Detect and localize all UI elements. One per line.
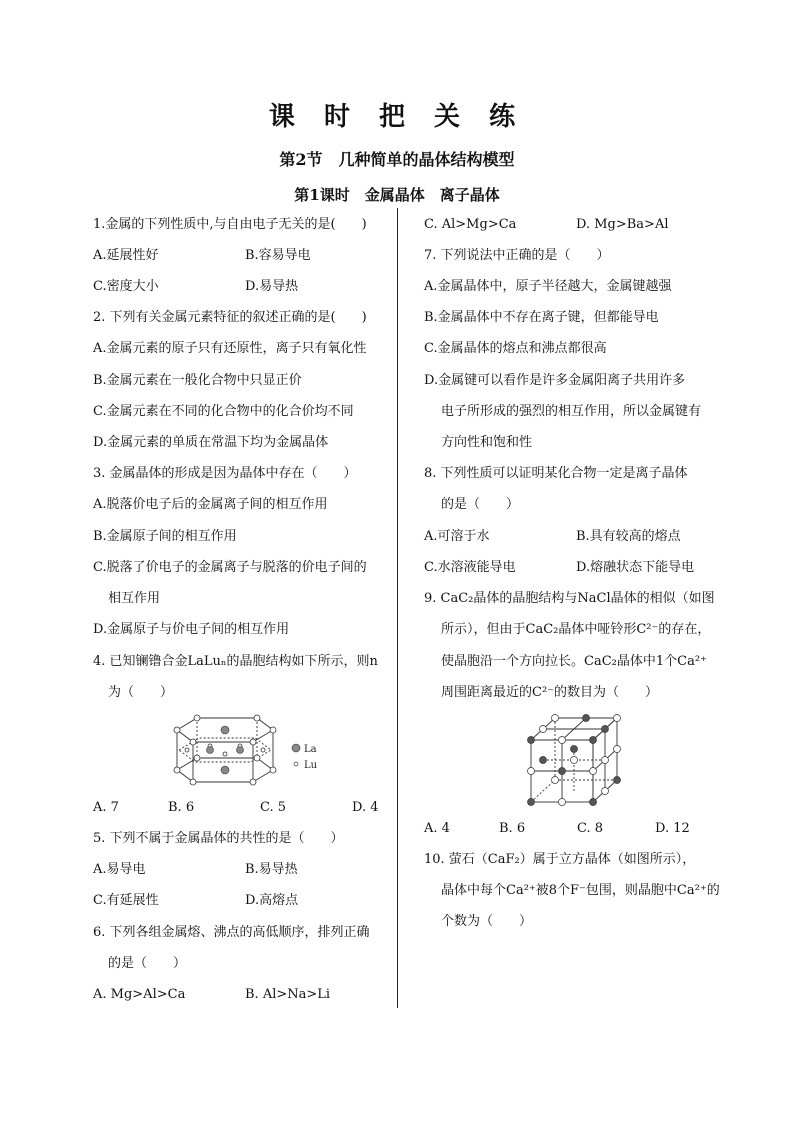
q5-stem: 5. 下列不属于金属晶体的共性的是（ ）: [93, 831, 344, 846]
lesson-title: 第1课时 金属晶体 离子晶体: [294, 186, 500, 204]
q6-option-c: C. Al>Mg>Ca: [424, 217, 517, 232]
q3-option-c-cont: 相互作用: [108, 591, 161, 606]
q10-stem-cont1: 晶体中每个Ca²⁺被8个F⁻包围，则晶胞中Ca²⁺的: [441, 883, 720, 898]
q3-option-c: C.脱落了价电子的金属离子与脱落的价电子间的: [93, 560, 367, 575]
q2-option-a: A.金属元素的原子只有还原性，离子只有氧化性: [93, 341, 367, 356]
q5-option-a: A.易导电: [93, 862, 146, 877]
lalu-crystal-cell-figure: [165, 708, 325, 792]
q7-option-d-cont1: 电子所形成的强烈的相互作用，所以金属键有: [441, 404, 702, 419]
q5-option-c: C.有延展性: [93, 893, 159, 908]
q9-option-d: D. 12: [655, 821, 690, 836]
q9-stem-cont3: 周围距离最近的C²⁻的数目为（ ）: [441, 685, 659, 700]
q8-option-c: C.水溶液能导电: [424, 560, 516, 575]
q6-option-d: D. Mg>Ba>Al: [576, 217, 669, 232]
q9-option-c: C. 8: [577, 821, 604, 836]
q5-option-d: D.高熔点: [245, 893, 299, 908]
q7-stem: 7. 下列说法中正确的是（ ）: [424, 248, 610, 263]
q3-stem: 3. 金属晶体的形成是因为晶体中存在（ ）: [93, 466, 357, 481]
q9-stem-cont1: 所示），但由于CaC₂晶体中哑铃形C²⁻的存在，: [441, 622, 711, 637]
legend-lu-label: Lu: [304, 760, 318, 771]
q8-option-a: A.可溶于水: [424, 529, 490, 544]
q9-stem-cont2: 使晶胞沿一个方向拉长。CaC₂晶体中1个Ca²⁺: [441, 654, 707, 669]
legend-la-label: La: [304, 744, 317, 755]
q10-stem-cont2: 个数为（ ）: [441, 914, 533, 929]
q4-option-d: D. 4: [352, 800, 379, 815]
q10-stem: 10. 萤石（CaF₂）属于立方晶体（如图所示），: [424, 852, 696, 867]
q6-stem-cont: 的是（ ）: [108, 956, 187, 971]
q9-option-a: A. 4: [424, 821, 450, 836]
q7-option-a: A.金属晶体中，原子半径越大，金属键越强: [424, 279, 672, 294]
q8-option-d: D.熔融状态下能导电: [576, 560, 695, 575]
page-title: 课 时 把 关 练: [268, 102, 526, 132]
q6-option-b: B. Al>Na>Li: [245, 987, 331, 1002]
q4-option-a: A. 7: [93, 800, 119, 815]
q5-option-b: B.易导热: [245, 862, 298, 877]
q4-option-b: B. 6: [168, 800, 195, 815]
q9-option-b: B. 6: [499, 821, 526, 836]
q4-stem: 4. 已知镧镥合金LaLuₙ的晶胞结构如下所示，则n: [93, 654, 378, 669]
q1-option-a: A.延展性好: [93, 248, 159, 263]
q7-option-d-cont2: 方向性和饱和性: [441, 435, 533, 450]
q9-stem: 9. CaC₂晶体的晶胞结构与NaCl晶体的相似（如图: [424, 591, 715, 606]
section-title: 第2节 几种简单的晶体结构模型: [279, 150, 515, 169]
q6-stem: 6. 下列各组金属熔、沸点的高低顺序，排列正确: [93, 925, 370, 940]
q3-option-d: D.金属原子与价电子间的相互作用: [93, 622, 290, 637]
q8-stem-cont: 的是（ ）: [441, 497, 520, 512]
q6-option-a: A. Mg>Al>Ca: [93, 987, 186, 1002]
q8-stem: 8. 下列性质可以证明某化合物一定是离子晶体: [424, 466, 688, 481]
column-divider: [397, 208, 398, 1008]
q2-stem: 2. 下列有关金属元素特征的叙述正确的是( ): [93, 310, 367, 325]
q4-stem-cont: 为（ ）: [108, 685, 174, 700]
q7-option-c: C.金属晶体的熔点和沸点都很高: [424, 341, 607, 356]
q2-option-d: D.金属元素的单质在常温下均为金属晶体: [93, 435, 329, 450]
cac2-crystal-cell-figure: [525, 712, 625, 808]
q2-option-b: B.金属元素在一般化合物中只显正价: [93, 373, 302, 388]
q1-option-d: D.易导热: [245, 279, 299, 294]
q3-option-a: A.脱落价电子后的金属离子间的相互作用: [93, 497, 328, 512]
q8-option-b: B.具有较高的熔点: [576, 529, 681, 544]
q4-option-c: C. 5: [260, 800, 287, 815]
q1-option-b: B.容易导电: [245, 248, 311, 263]
q1-option-c: C.密度大小: [93, 279, 159, 294]
q2-option-c: C.金属元素在不同的化合物中的化合价均不同: [93, 404, 354, 419]
q7-option-d: D.金属键可以看作是许多金属阳离子共用许多: [424, 373, 686, 388]
q3-option-b: B.金属原子间的相互作用: [93, 529, 237, 544]
q7-option-b: B.金属晶体中不存在离子键，但都能导电: [424, 310, 659, 325]
q1-stem: 1.金属的下列性质中,与自由电子无关的是( ): [93, 217, 367, 232]
